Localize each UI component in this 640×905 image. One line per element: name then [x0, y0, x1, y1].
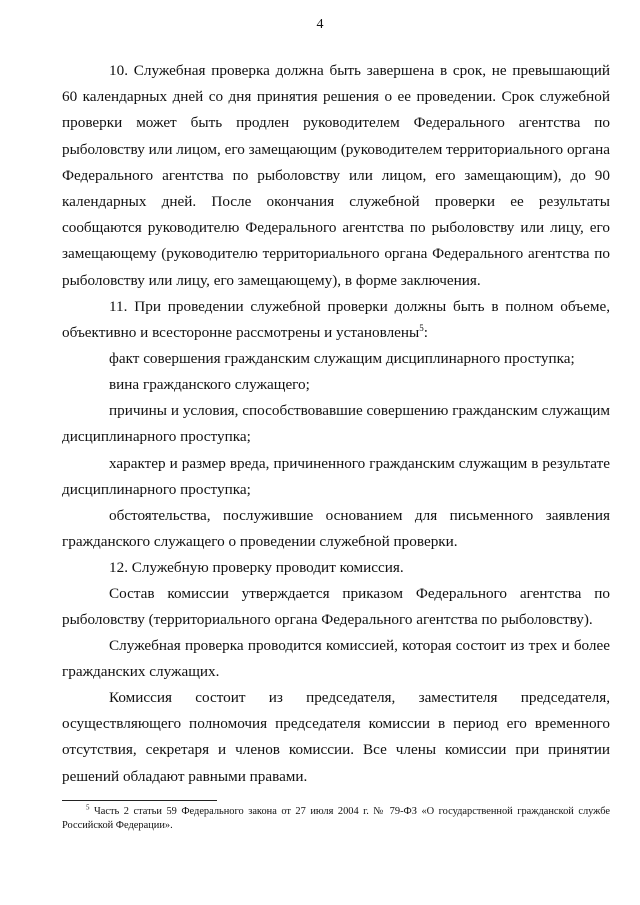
paragraph-12: 12. Служебную проверку проводит комиссия. [109, 559, 404, 576]
paragraph-11 [62, 294, 610, 346]
page-number: 4 [316, 17, 324, 32]
paragraph-12-commission: Служебная проверка проводится комиссией, которая состоит из трех и более гражданских служащих. [62, 637, 610, 681]
paragraph-11-tail: : [423, 324, 428, 342]
list-item-circumstances: обстоятельства, послужившие основанием для письменного заявления гражданского служащего о проведении служебной проверки. [62, 507, 610, 551]
paragraph-10: 10. Служебная проверка должна быть завершена в срок, не превышающий 60 календарных дней со дня принятия решения о ее проведении. Срок служебной проверки может быть продлен руководителем Федерального агентства по рыболовству или лицом, его замещающим (руководителем территориального органа Федерального агентства по рыболовству или лицом, его замещающим), до 90 календарных дней. После окончания служебной проверки ее результаты сообщаются руководителю Федерального агентства по рыболовству или лицу, его замещающему (руководителю территориального органа Федерального агентства по рыболовству или лицу, его замещающему), в форме заключения. [62, 62, 610, 289]
footnote-reference: 5 [419, 323, 424, 334]
footnote-divider [62, 800, 217, 801]
footnote-text: Часть 2 статьи 59 Федерального закона от 27 июля 2004 г. № 79-ФЗ «О государственной гражданской службе Российской Федерации». [62, 806, 610, 831]
paragraph-11-text: 11. При проведении служебной проверки должны быть в полном объеме, объективно и всесторонне рассмотрены и установлены [62, 298, 610, 342]
paragraph-12-members: Комиссия состоит из председателя, заместителя председателя, осуществляющего полномочия председателя комиссии в период его временного отсутствия, секретаря и членов комиссии. Все члены комиссии при принятии решений обладают равными правами. [62, 689, 610, 785]
list-item-guilt: вина гражданского служащего; [109, 376, 310, 393]
list-item-fact: факт совершения гражданским служащим дисциплинарного проступка; [109, 350, 575, 367]
footnote-mark: 5 [86, 803, 90, 812]
footnote [62, 805, 610, 833]
list-item-harm: характер и размер вреда, причиненного гражданским служащим в результате дисциплинарного проступка; [62, 455, 610, 499]
paragraph-12-composition: Состав комиссии утверждается приказом Федерального агентства по рыболовству (территориального органа Федерального агентства по рыболовству). [62, 585, 610, 629]
list-item-causes: причины и условия, способствовавшие совершению гражданским служащим дисциплинарного проступка; [62, 402, 610, 446]
